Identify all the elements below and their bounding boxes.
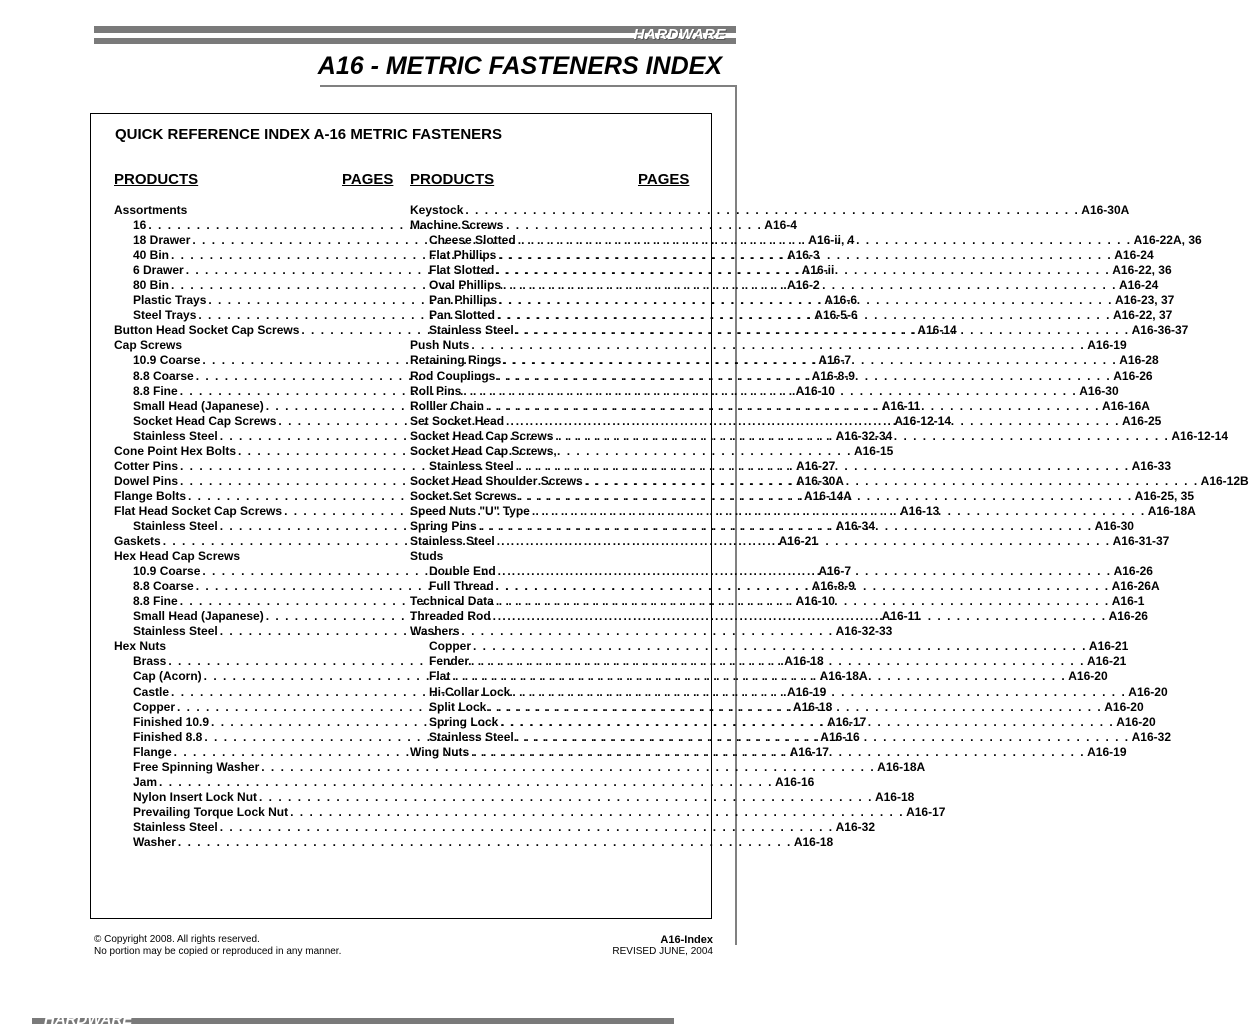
entry-page: A16-14A [803,488,852,503]
dot-leader [471,654,1085,669]
section-label: HARDWARE [633,26,726,43]
dot-leader [506,414,1120,429]
entry-label: Finished 8.8 [133,729,203,744]
entry-page: A16-22A, 36 [1133,233,1202,248]
entry-page: A16-12B [1200,473,1249,488]
index-entry [114,834,834,850]
entry-page: A16-21 [1088,639,1129,654]
entry-label: Oval Phillips [429,278,502,293]
entry-page: A16-10 [795,594,835,609]
entry-label: Washers [410,624,460,639]
entry-page: A16-32 [835,819,875,834]
dot-leader [516,730,1130,745]
entry-label: Rolller Chain [410,398,485,413]
entry-page: A16-8-9 [811,579,855,594]
entry-page: A16-30 [1094,518,1134,533]
entry-page: A16-13 [900,503,940,518]
entry-label: Button Head Socket Cap Screws [114,323,300,338]
entry-page: A16-20 [1104,699,1144,714]
entry-page: A16-17 [789,744,829,759]
entry-page: A16-17 [906,804,946,819]
entry-label: 10.9 Coarse [133,353,201,368]
entry-label: Cap (Acorn) [133,669,202,684]
entry-label: Stainless Steel [429,323,514,338]
entry-label: Jam [133,774,158,789]
dot-leader [259,790,873,805]
entry-page: A16-26A [1111,579,1160,594]
entry-page: A16-31-37 [1112,534,1170,549]
page-title: A16 - METRIC FASTENERS INDEX [317,52,722,80]
entry-label: Wing Nuts [410,744,470,759]
entry-label: Speed Nuts "U" Type [410,503,530,518]
entry-label: Spring Pins [410,518,477,533]
dot-leader [463,384,1077,399]
entry-label: Studs [410,549,444,564]
entry-label: Stainless Steel [133,428,218,443]
dot-leader [473,639,1087,654]
dot-leader [452,669,1066,684]
entry-label: Prevailing Torque Lock Nut [133,804,289,819]
entry-page: A16-24 [1114,248,1154,263]
entry-label: Stainless Steel [133,624,218,639]
entry-page: A16-18 [874,789,915,804]
entry-label: Assortments [114,203,188,217]
entry-page: A16-7 [818,353,851,368]
entry-label: Flat Slotted [429,263,495,278]
entry-label: 10.9 Coarse [133,564,201,579]
entry-page: A16-25 [1121,413,1162,428]
entry-page: A16-23, 37 [1114,293,1175,308]
index-entry [410,203,1130,218]
entry-page: A16-30A [1081,203,1130,217]
entry-page: A16-1 [1111,594,1145,609]
entry-page: A16-19 [1087,744,1127,759]
notice-text: No portion may be copied or reproduced in any manner. [94,946,342,957]
entry-page: A16-18 [792,699,833,714]
entry-label: Set Socket Head [410,413,505,428]
entry-page: A16-32-33 [835,624,893,639]
index-entry [410,639,1129,654]
entry-label: Keystock [410,203,464,217]
dot-leader [178,835,792,850]
entry-page: A16-11 [881,609,921,624]
dot-leader [498,564,1112,579]
index-entry [114,804,946,820]
dot-leader [585,474,1199,489]
entry-page: A16-16 [774,774,815,789]
entry-label: Free Spinning Washer [133,759,260,774]
entry-label: 80 Bin [133,278,170,293]
entry-label: 8.8 Fine [133,594,178,609]
entry-page: A16-19 [786,684,827,699]
index-entry [114,819,875,835]
title-rule-horizontal [320,85,737,87]
dot-leader [503,278,1117,293]
copyright-text: © Copyright 2008. All rights reserved. [94,934,260,945]
entry-page: A16-36-37 [1131,323,1189,338]
dot-leader [496,579,1110,594]
index-entry [410,338,1127,353]
dot-leader [486,399,1100,414]
entry-page: A16-22, 36 [1112,263,1172,278]
left-products-heading: PRODUCTS [114,171,199,188]
entry-label: Split Lock [429,699,487,714]
entry-page: A16-ii, 4 [808,233,855,248]
entry-label: Hi-Collar Lock [429,684,511,699]
entry-page: A16-22, 37 [1112,308,1173,323]
entry-label: Washer [133,834,176,849]
entry-label: Hex Nuts [114,639,167,654]
entry-page: A16-20 [1068,669,1108,684]
footer-right [612,934,713,958]
index-entry [114,639,384,654]
entry-label: 18 Drawer [133,233,191,248]
entry-page: A16-15 [853,443,894,458]
index-entry [410,549,672,564]
dot-leader [159,775,773,790]
entry-page: A16-30 [1079,383,1119,398]
index-entry [410,624,672,639]
entry-page: A16-18A [1147,503,1196,518]
entry-page: A16-18A [819,669,868,684]
entry-page: A16-27 [795,458,836,473]
entry-label: Pan Slotted [429,308,496,323]
entry-label: 8.8 Fine [133,383,178,398]
index-entry [114,549,384,564]
entry-label: 40 Bin [133,248,170,263]
entry-page: A16-19 [1087,338,1127,353]
entry-page: A16-20 [1128,684,1168,699]
entry-label: Steel Trays [133,308,197,323]
entry-label: Socket Head Cap Screws [410,428,554,443]
index-title: QUICK REFERENCE INDEX A-16 METRIC FASTENERS [115,126,502,143]
entry-page: A16-26 [1113,368,1153,383]
entry-label: Full Thread [429,579,494,594]
entry-page: A16-14 [917,323,957,338]
entry-label: Finished 10.9 [133,714,210,729]
index-entry [114,338,384,353]
entry-label: Machine Screws [410,218,504,233]
entry-label: Copper [133,699,175,714]
entry-label: Stainless Steel [410,534,495,549]
dot-leader [516,323,1130,338]
footer-left [94,934,341,958]
entry-page: A16-33 [1131,458,1171,473]
entry-label: Stainless Steel [429,458,514,473]
entry-label: Socket Head Shoulder Screws [410,473,583,488]
entry-page: A16-2 [786,278,820,293]
revised-date: REVISED JUNE, 2004 [612,946,713,957]
entry-page: A16-7 [818,564,851,579]
entry-label: Plastic Trays [133,293,207,308]
entry-label: Flat Phillips [429,248,497,263]
entry-label: Retaining Rings [410,353,502,368]
dot-leader [516,459,1130,474]
dot-leader [493,609,1107,624]
dot-leader [532,504,1146,519]
dot-leader [519,489,1133,504]
entry-label: Castle [133,684,170,699]
entry-label: Flange Bolts [114,488,187,503]
entry-label: Gaskets [114,534,161,549]
dot-leader [479,519,1093,534]
dot-leader [497,308,1111,323]
entry-page: A16-17 [826,714,867,729]
left-pages-heading: PAGES [342,171,394,188]
entry-label: Dowel Pins [114,473,179,488]
entry-label: Push Nuts [410,338,470,353]
index-entry [410,444,672,459]
dot-leader [220,820,834,835]
entry-page: A16-25, 35 [1134,488,1195,503]
dot-leader [498,248,1112,263]
entry-label: Stainless Steel [429,729,514,744]
entry-label: Fender [429,654,470,669]
entry-label: Copper [429,639,471,654]
entry-label: Cheese Slotted [429,233,516,248]
entry-page: A16-24 [1118,278,1159,293]
entry-page: A16-16 [820,729,860,744]
entry-label: Cap Screws [114,338,183,353]
entry-label: 8.8 Coarse [133,579,194,594]
entry-page: A16-32 [1131,729,1171,744]
entry-label: Rod Couplings [410,368,496,383]
dot-leader [518,233,1132,248]
bottom-bar [32,1011,674,1028]
dot-leader [465,203,1079,218]
entry-page: A16-12-14 [894,413,952,428]
dot-leader [497,369,1111,384]
dot-leader [471,338,1085,353]
dot-leader [496,263,1110,278]
entry-label: Socket Set Screws [410,488,517,503]
entry-page: A16-18 [793,834,834,849]
entry-label: Brass [133,654,167,669]
header-bar [94,26,736,44]
dot-leader [496,594,1110,609]
entry-page: A16-ii [801,263,835,278]
entry-label: Flange [133,744,172,759]
entry-label: 6 Drawer [133,263,184,278]
entry-page: A16-10 [795,383,835,398]
entry-page: A16-18A [877,759,926,774]
dot-leader [497,534,1111,549]
entry-page: A16-16A [1101,398,1150,413]
entry-label: Socket Head Cap Screws, [410,443,557,458]
entry-label: Flat Head Socket Cap Screws [114,503,283,518]
dot-leader [290,805,904,820]
entry-page: A16-34 [835,518,875,533]
index-entry [114,789,915,805]
index-entry [410,278,1159,293]
dot-leader [512,685,1126,700]
index-entry [114,203,384,218]
entry-page: A16-11 [881,398,921,413]
entry-page: A16-20 [1116,714,1156,729]
dot-leader [555,429,1169,444]
entry-page: A16-26 [1108,609,1148,624]
entry-label: 8.8 Coarse [133,368,194,383]
entry-label: Roll Pins [410,383,462,398]
entry-page: A16-12-14 [1171,428,1229,443]
right-products-heading: PRODUCTS [410,171,495,188]
entry-page: A16-21 [1086,654,1127,669]
dot-leader [488,700,1102,715]
dot-leader [503,353,1117,368]
entry-label: Nylon Insert Lock Nut [133,789,258,804]
entry-label: Hex Head Cap Screws [114,549,241,564]
entry-label: Small Head (Japanese) [133,398,264,413]
entry-page: A16-5-6 [814,308,858,323]
entry-label: Socket Head Cap Screws [133,413,277,428]
right-pages-heading: PAGES [638,171,690,188]
dot-leader [261,760,875,775]
entry-label: Double End [429,564,496,579]
entry-page: A16-21 [778,534,818,549]
entry-label: Flat [429,669,451,684]
entry-label: Pan Phillips [429,293,498,308]
entry-page: A16-6 [824,293,857,308]
entry-page: A16-30A [795,473,844,488]
entry-page: A16-32-34 [835,428,893,443]
entry-page: A16-4 [764,218,797,233]
entry-page: A16-28 [1119,353,1159,368]
entry-page: A16-3 [786,248,820,263]
entry-label: Stainless Steel [133,518,218,533]
entry-label: Stainless Steel [133,819,218,834]
entry-page: A16-8-9 [811,368,855,383]
dot-leader [499,293,1113,308]
entry-label: Threaded Rod [410,609,491,624]
entry-page: A16-18 [784,654,824,669]
entry-label: Cone Point Hex Bolts [114,443,237,458]
entry-label: Cotter Pins [114,458,179,473]
dot-leader [500,715,1114,730]
page-code: A16-Index [660,934,713,946]
bottom-section-label: HARDWARE [44,1011,133,1028]
index-entry [114,774,815,790]
entry-label: 16 [133,218,147,233]
index-entry [410,218,672,233]
entry-page: A16-26 [1113,564,1153,579]
entry-label: Technical Data [410,594,494,609]
entry-label: Spring Lock [429,714,499,729]
entry-label: Small Head (Japanese) [133,609,264,624]
dot-leader [471,745,1085,760]
index-entry [114,759,926,775]
